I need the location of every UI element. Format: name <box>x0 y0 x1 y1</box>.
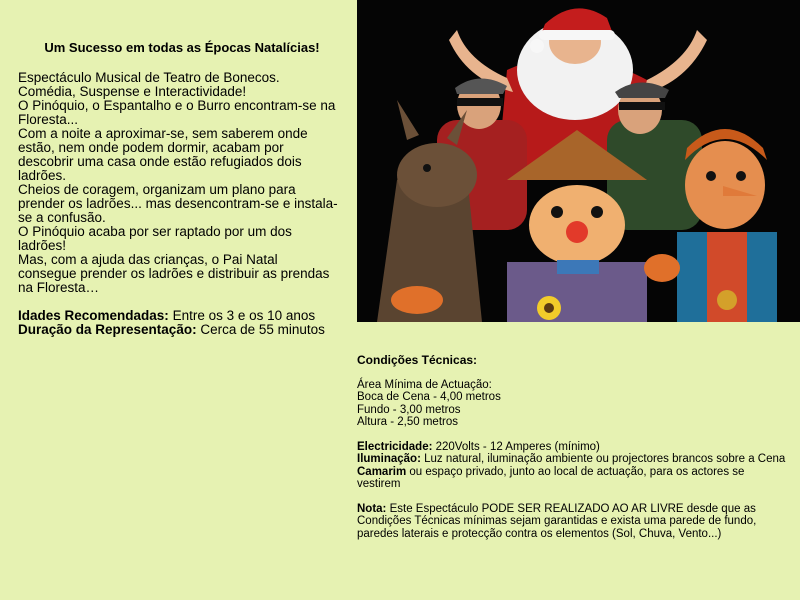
show-specs <box>18 309 338 337</box>
description-line: O Pinóquio acaba por ser raptado por um dos ladrões! <box>18 224 292 253</box>
dressing-room-value: ou espaço privado, junto ao local de actuação, para os actores se vestirem <box>357 465 745 490</box>
puppets-photo <box>357 0 800 322</box>
description-line: Mas, com a ajuda das crianças, o Pai Natal consegue prender os ladrões e distribuir as prendas na Floresta… <box>18 252 330 295</box>
electricity-row <box>357 441 787 454</box>
note-row <box>357 503 787 541</box>
puppets-illustration <box>357 0 800 322</box>
description-line: Cheios de coragem, organizam um plano para prender os ladrões... mas desencontram-se e instala-se a confusão. <box>18 182 338 225</box>
area-line: Altura - 2,50 metros <box>357 416 458 428</box>
lighting-label: Iluminação: <box>357 453 421 465</box>
electricity-value: 220Volts - 12 Amperes (mínimo) <box>432 440 600 453</box>
technical-conditions <box>357 354 787 540</box>
area-title: Área Mínima de Actuação: <box>357 378 492 391</box>
note-label: Nota: <box>357 502 387 515</box>
duration-label: Duração da Representação: <box>18 322 197 337</box>
age-value: Entre os 3 e os 10 anos <box>168 308 316 323</box>
lighting-value: Luz natural, iluminação ambiente ou projectores brancos sobre a Cena <box>420 453 786 465</box>
description-line: O Pinóquio, o Espantalho e o Burro encontram-se na Floresta... <box>18 98 336 127</box>
age-label: Idades Recomendadas: <box>18 308 169 323</box>
area-line: Fundo - 3,00 metros <box>357 403 461 416</box>
area-line: Boca de Cena - 4,00 metros <box>357 391 501 403</box>
duration-value: Cerca de 55 minutos <box>196 322 325 337</box>
note-value: Este Espectáculo PODE SER REALIZADO AO AR LIVRE desde que as Condições Técnicas mínimas sejam garantidas e exista uma parede de fundo, paredes laterais e protecção contra os elementos (Sol, Chuva, Vento...) <box>357 502 757 540</box>
headline: Um Sucesso em todas as Épocas Natalícias! <box>44 40 320 55</box>
age-row <box>18 309 338 323</box>
dressing-room-row <box>357 466 787 491</box>
electricity-label: Electricidade: <box>357 440 433 453</box>
dressing-room-label: Camarim <box>357 465 407 478</box>
description-text <box>18 71 338 295</box>
duration-row <box>18 323 338 337</box>
description-line: Com a noite a aproximar-se, sem saberem onde estão, nem onde podem dormir, acabam por descobrir uma casa onde estão refugiados dois ladrões. <box>18 126 308 183</box>
description-line: Espectáculo Musical de Teatro de Bonecos. <box>18 70 280 85</box>
show-description-column <box>18 40 338 337</box>
technical-title: Condições Técnicas: <box>357 353 478 367</box>
description-line: Comédia, Suspense e Interactividade! <box>18 84 247 99</box>
lighting-row <box>357 453 787 466</box>
